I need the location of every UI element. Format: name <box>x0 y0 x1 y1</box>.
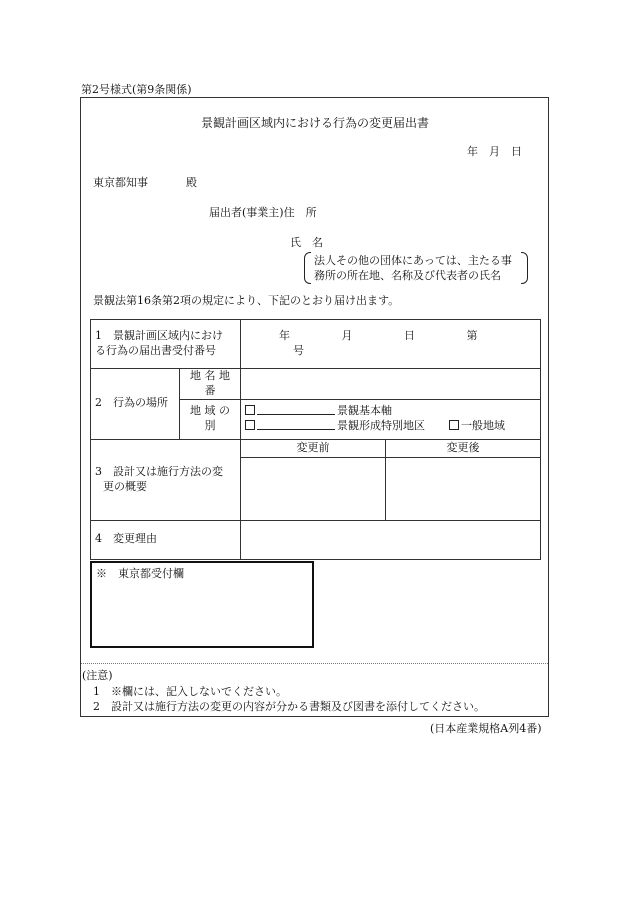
area-option-1 <box>245 404 536 419</box>
note-item-2: 2 設計又は施行方法の変更の内容が分かる書類及び図書を添付してください。 <box>93 700 485 713</box>
area-options <box>241 399 541 439</box>
receipt-month: 月 <box>341 329 353 343</box>
note-item-1: 1 ※欄には、記入しないでください。 <box>93 685 287 698</box>
table-row <box>91 520 541 559</box>
checkbox[interactable] <box>245 405 255 415</box>
document-title: 景観計画区域内における行為の変更届出書 <box>200 116 429 130</box>
notes-divider <box>81 663 548 664</box>
area-option-3-label: 一般地域 <box>461 419 505 433</box>
addressee-honorific: 殿 <box>186 176 197 189</box>
checkbox[interactable] <box>449 420 459 430</box>
corporate-note-line1: 法人その他の団体にあっては、主たる事 <box>314 254 512 267</box>
row1-label-line2: る行為の届出書受付番号 <box>95 344 216 357</box>
notifier-name-label: 氏 名 <box>290 236 323 249</box>
row2-label: 2 行為の場所 <box>91 369 180 440</box>
addressee-name: 東京都知事 <box>93 176 148 189</box>
before-header: 変更前 <box>241 439 386 457</box>
area-option-2-label: 景観形成特別地区 <box>337 419 425 433</box>
row3-label-line2: 更の概要 <box>103 479 147 493</box>
blank-line[interactable] <box>257 405 335 415</box>
receipt-go: 号 <box>293 344 304 357</box>
statement: 景観法第16条第2項の規定により、下記のとおり届け出ます。 <box>93 294 400 307</box>
table-row <box>91 439 541 457</box>
before-field[interactable] <box>241 457 386 520</box>
receipt-number-field[interactable] <box>241 320 541 369</box>
row2-sub-area: 地 域 の 別 <box>180 399 241 439</box>
area-option-2 <box>245 419 536 434</box>
row1-label-line1: 1 景観計画区域内におけ <box>95 329 223 343</box>
notification-table <box>90 319 541 560</box>
area-option-1-label: 景観基本軸 <box>337 404 392 418</box>
receipt-dai: 第 <box>466 329 478 343</box>
footer-standard: (日本産業規格A列4番) <box>430 722 542 735</box>
corporate-note-line2: 務所の所在地、名称及び代表者の氏名 <box>314 269 501 282</box>
bracket-right <box>521 252 528 284</box>
checkbox[interactable] <box>245 420 255 430</box>
after-header: 変更後 <box>386 439 541 457</box>
row3-label-line1: 3 設計又は施行方法の変 <box>95 464 223 478</box>
reason-field[interactable] <box>241 520 541 559</box>
blank-line[interactable] <box>257 420 335 430</box>
corporate-note <box>304 252 528 284</box>
row4-label: 4 変更理由 <box>91 520 241 559</box>
date-line: 年 月 日 <box>467 145 522 158</box>
after-field[interactable] <box>386 457 541 520</box>
form-number: 第2号様式(第9条関係) <box>81 83 192 96</box>
receipt-year: 年 <box>279 329 290 343</box>
reception-box <box>90 561 314 648</box>
table-row <box>91 369 541 400</box>
row3-label <box>91 439 241 520</box>
row2-sub-address: 地 名 地 番 <box>180 369 241 400</box>
notifier-address-label: 届出者(事業主)住 所 <box>209 206 317 219</box>
address-field[interactable] <box>241 369 541 400</box>
receipt-day: 日 <box>404 329 415 343</box>
bracket-left <box>304 252 311 284</box>
row1-label <box>91 320 241 369</box>
notes-heading: (注意) <box>82 669 113 682</box>
reception-label: ※ 東京都受付欄 <box>96 567 184 580</box>
table-row <box>91 320 541 369</box>
